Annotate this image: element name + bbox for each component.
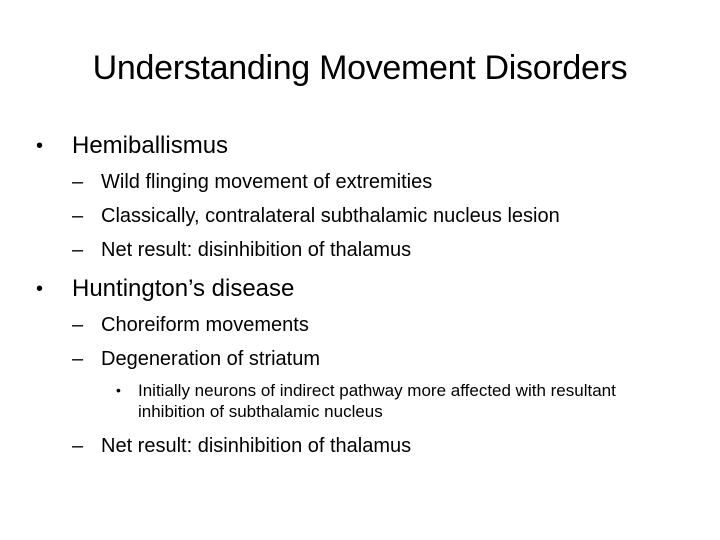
subbullet-marker: – (72, 171, 84, 193)
subbullet-marker: – (72, 205, 84, 227)
subbullet (72, 313, 692, 338)
sub-subbullet-marker: • (116, 382, 121, 398)
subbullet-text: Degeneration of striatum (101, 348, 321, 370)
bullet-marker: • (36, 278, 44, 300)
subbullet-marker: – (72, 314, 84, 336)
subbullet (72, 204, 692, 229)
subbullet-text: Classically, contralateral subthalamic nucleus lesion (101, 205, 560, 227)
subbullet (72, 434, 692, 459)
bullet-huntingtons-disease (36, 274, 676, 304)
subbullet (72, 347, 692, 372)
subbullet-text: Choreiform movements (101, 314, 309, 336)
subbullet-marker: – (72, 239, 84, 261)
subbullet (72, 238, 692, 263)
sub-subbullet-text: Initially neurons of indirect pathway more affected with resultant inhibition of subthalamic nucleus (138, 381, 616, 421)
bullet-text: Huntington’s disease (72, 275, 295, 302)
bullet-marker: • (36, 135, 44, 157)
subbullet-text: Wild flinging movement of extremities (101, 171, 433, 193)
bullet-text: Hemiballismus (72, 132, 229, 159)
sub-subbullet (116, 380, 676, 424)
subbullet-marker: – (72, 348, 84, 370)
subbullet-text: Net result: disinhibition of thalamus (101, 239, 412, 261)
subbullet-text: Net result: disinhibition of thalamus (101, 435, 412, 457)
slide-title: Understanding Movement Disorders (92, 49, 628, 87)
subbullet (72, 170, 692, 195)
bullet-hemiballismus (36, 131, 676, 161)
subbullet-marker: – (72, 435, 84, 457)
